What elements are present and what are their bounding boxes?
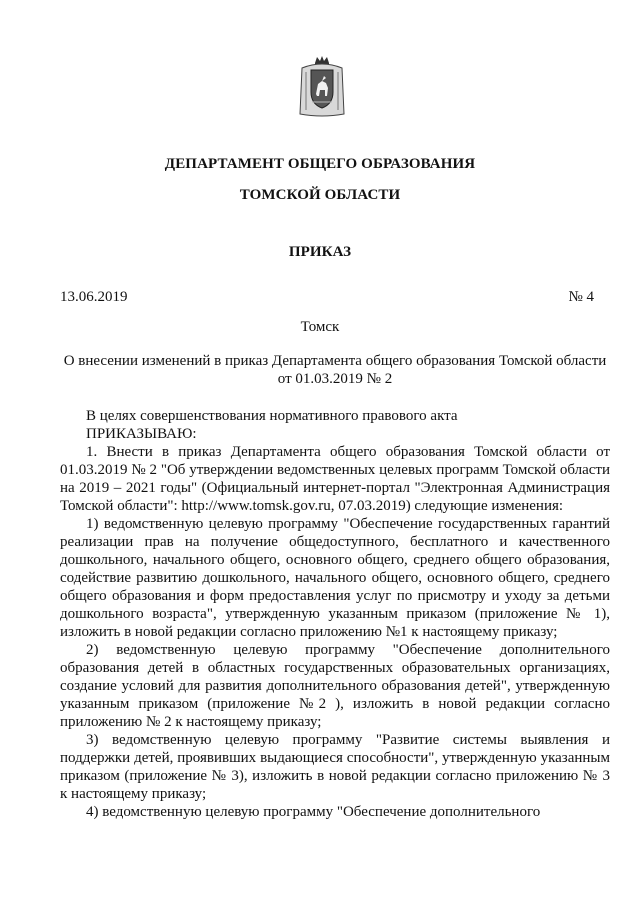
item-1: 1. Внести в приказ Департамента общего образования Томской области от 01.03.2019 № 2 "Об утверждении ведомственных целевых программ Томской области на 2019 – 2021 годы" (Официальный интернет-портал "Электронная Администрация Томской области": http://www.tomsk.gov.ru, 07.03.2019) следующие изменения: <box>60 444 610 514</box>
subitem-4: 4) ведомственную целевую программу "Обеспечение дополнительного <box>86 804 541 820</box>
coat-of-arms-icon <box>298 54 346 118</box>
subitem-3: 3) ведомственную целевую программу "Развитие системы выявления и поддержки детей, проявивших выдающиеся способности", утвержденную указанным приказом (приложение № 3), изложить в новой редакции согласно приложению № 3 к настоящему приказу; <box>60 732 610 802</box>
department-name-line-1: ДЕПАРТАМЕНТ ОБЩЕГО ОБРАЗОВАНИЯ <box>164 156 476 172</box>
order-word: ПРИКАЗЫВАЮ: <box>86 426 197 442</box>
order-body <box>60 407 610 821</box>
order-date: 13.06.2019 <box>60 289 128 305</box>
document-type: ПРИКАЗ <box>288 244 352 260</box>
order-number: № 4 <box>568 289 594 305</box>
subitem-1: 1) ведомственную целевую программу "Обеспечение государственных гарантий реализации прав на получение общедоступного, бесплатного и качественного дошкольного, начального общего, основного общего, среднего общего образования, содействие развитию дошкольного, начального общего, основного общего, среднего общего образования и форм предоставления услуг по присмотру и уходу за детьми дошкольного возраста", утвержденную указанным приказом (приложение № 1), изложить в новой редакции согласно приложению №1 к настоящему приказу; <box>60 516 610 640</box>
intro-paragraph: В целях совершенствования нормативного правового акта <box>86 408 458 424</box>
subitem-2: 2) ведомственную целевую программу "Обеспечение дополнительного образования детей в областных государственных образовательных организациях, создание условий для развития дополнительного образования детей", утвержденную указанным приказом (приложение №2 ), изложить в новой редакции согласно приложению № 2 к настоящему приказу; <box>60 642 610 730</box>
city: Томск <box>300 319 340 335</box>
department-name-line-2: ТОМСКОЙ ОБЛАСТИ <box>239 187 401 203</box>
order-subject: О внесении изменений в приказ Департамента общего образования Томской области от 01.03.2019 № 2 <box>63 353 607 387</box>
